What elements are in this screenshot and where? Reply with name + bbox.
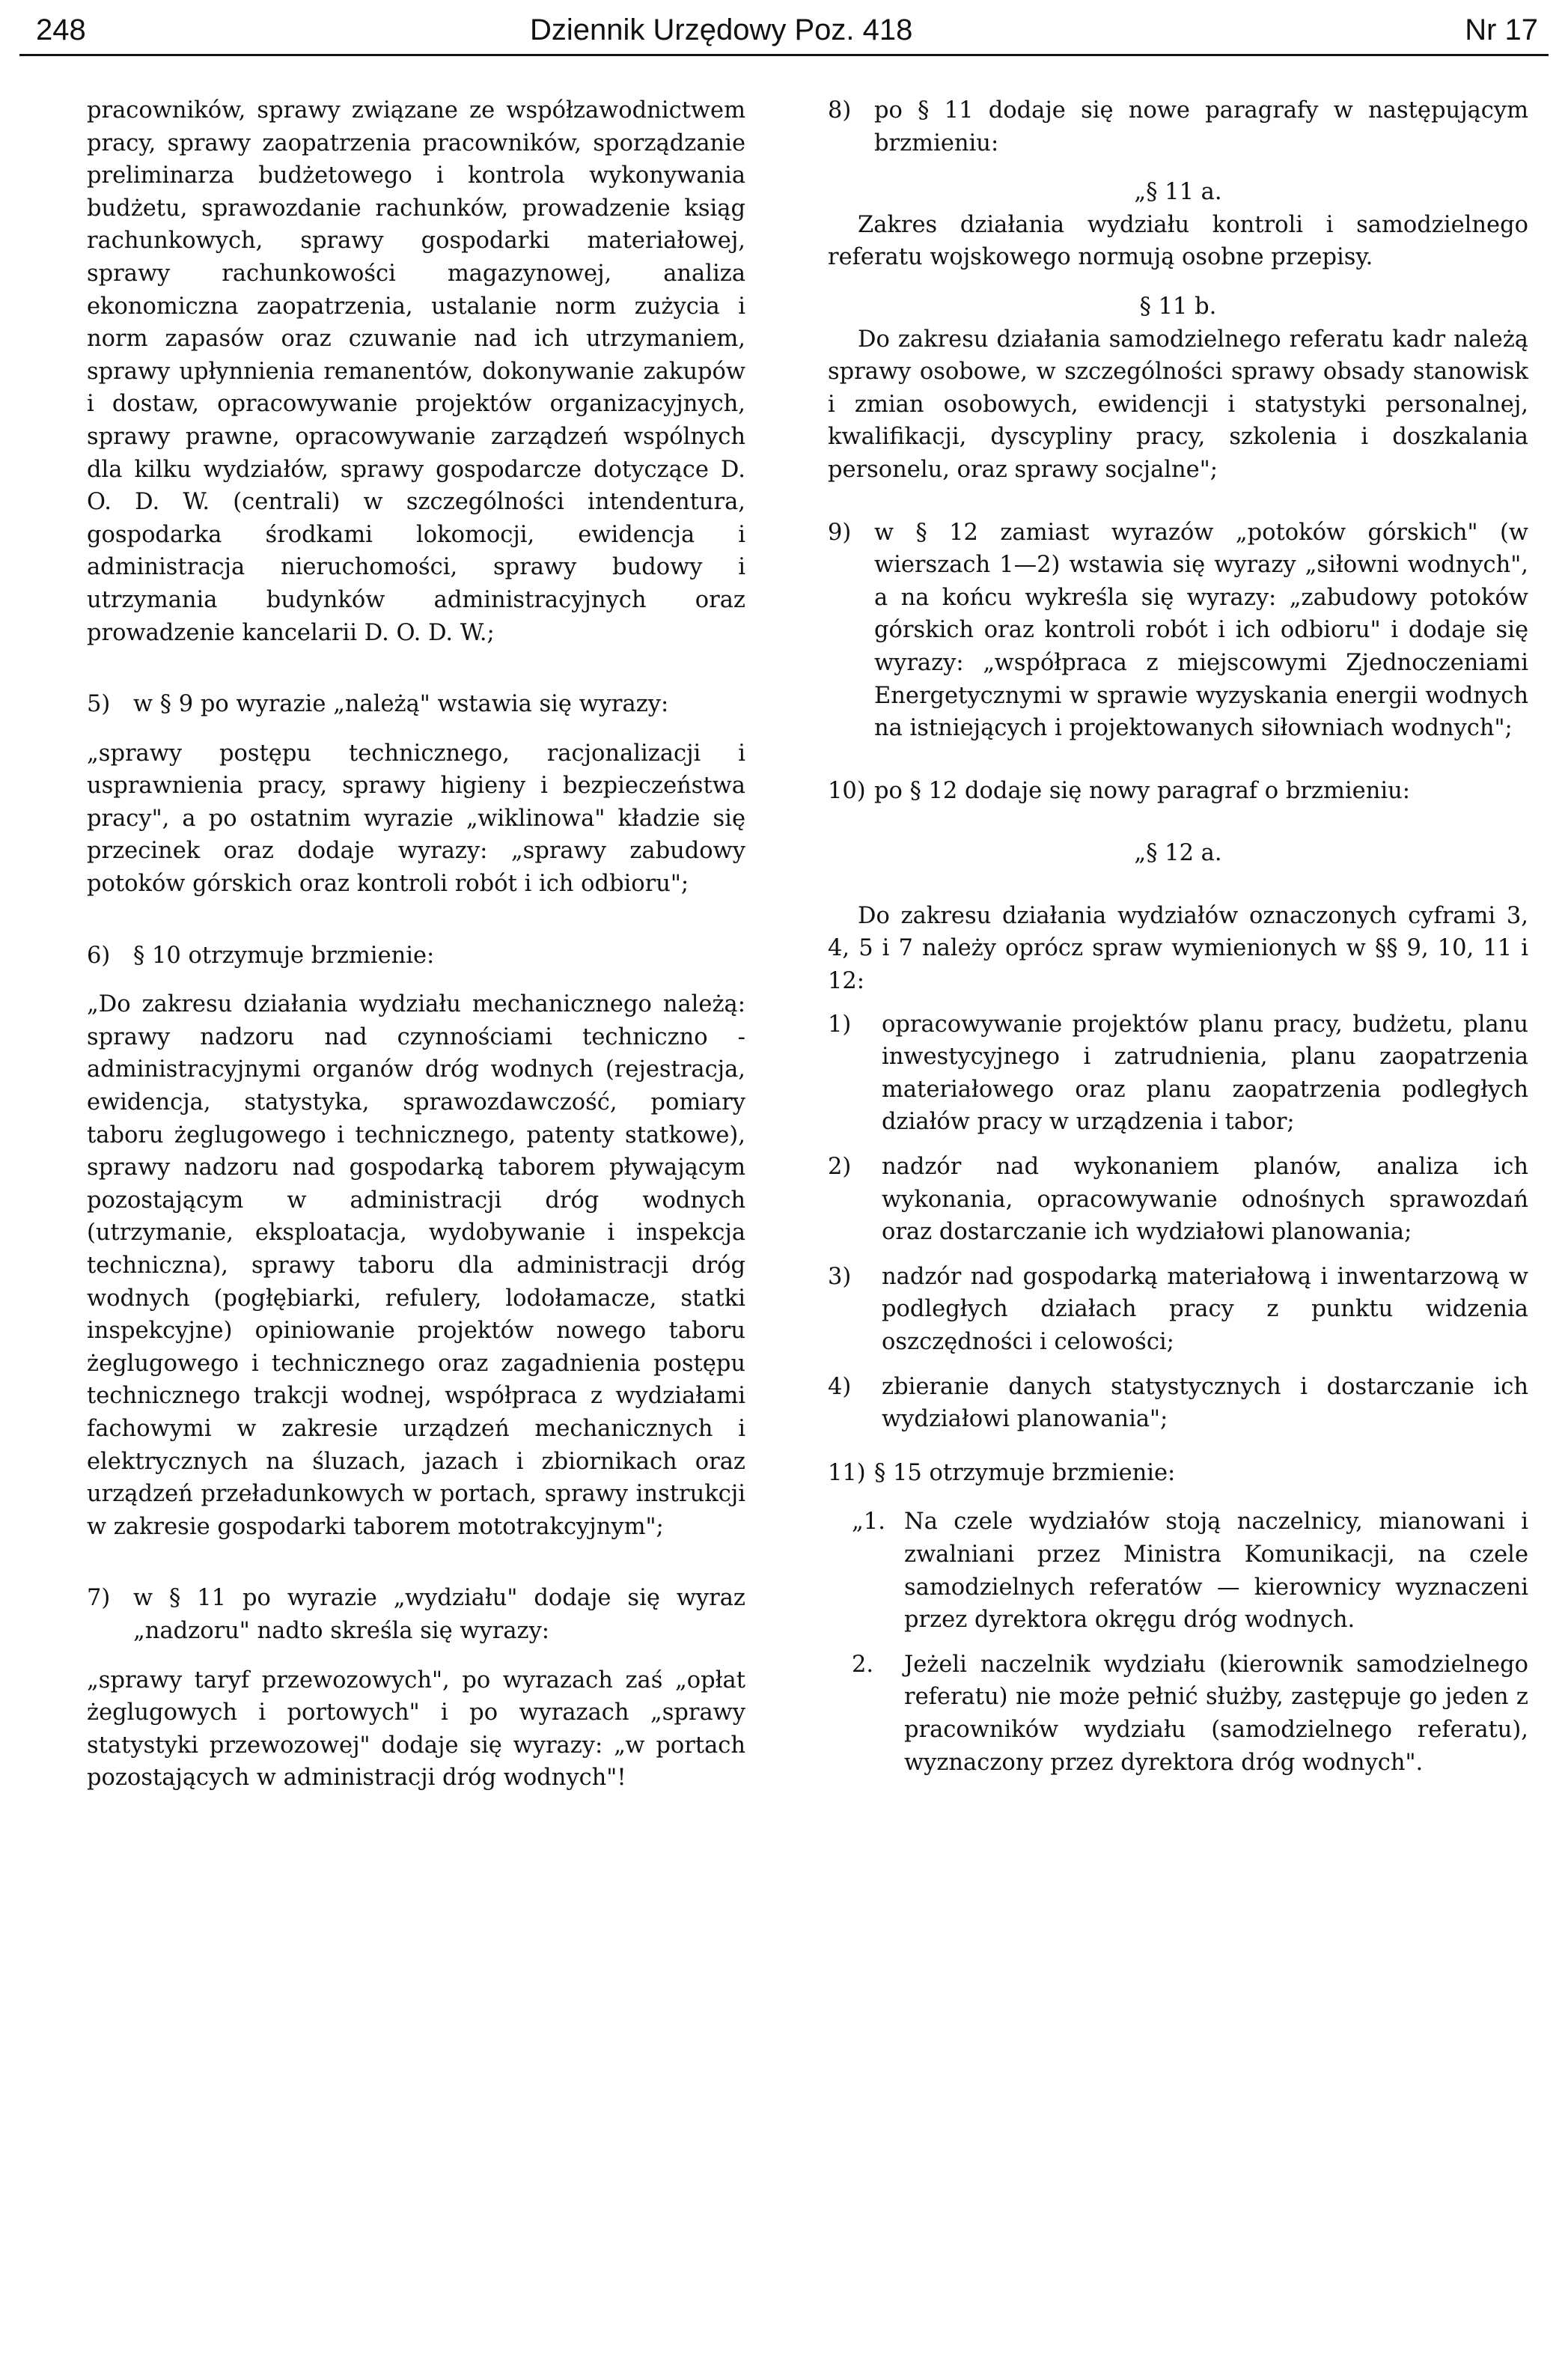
- sub-item-text: nadzór nad wykonaniem planów, analiza ich wykonania, opracowywanie odnośnych sprawozdań oraz dostarczanie ich wydziałowi planowania;: [882, 1154, 1528, 1246]
- item-number: 5): [87, 691, 111, 718]
- sub-item-1: [828, 1008, 1528, 1139]
- paragraph-15-point-2: [828, 1649, 1528, 1779]
- page-number: 248: [36, 13, 86, 46]
- sub-item-text: nadzór nad gospodarką materiałową i inwentarzową w podległych działach pracy z punktu widzenia oszczędności i celowości;: [882, 1263, 1528, 1355]
- item-number: 11): [828, 1459, 866, 1486]
- paragraph-11b-text: Do zakresu działania samodzielnego referatu kadr należą sprawy osobowe, w szczególności sprawy obsady stanowisk i zmian osobowych, ewidencji i statystyki personalnej, kwalifikacji, dyscypliny pracy, szkolenia i doszkalania personelu, oraz sprawy socjalne";: [828, 326, 1528, 483]
- left-column: [87, 94, 745, 1795]
- item-text: w § 9 po wyrazie „należą" wstawia się wyrazy:: [133, 691, 669, 718]
- item-number: 9): [828, 519, 852, 546]
- item-text: po § 12 dodaje się nowy paragraf o brzmieniu:: [874, 777, 1411, 804]
- paragraph-15-point-1: [828, 1506, 1528, 1636]
- point-text: Na czele wydziałów stoją naczelnicy, mianowani i zwalniani przez Ministra Komunikacji, na czele samodzielnych referatów — kierownicy wyznaczeni przez dyrektora okręgu dróg wodnych.: [904, 1509, 1528, 1634]
- right-column: [828, 94, 1528, 1779]
- sub-item-text: zbieranie danych statystycznych i dostarczanie ich wydziałowi planowania";: [882, 1373, 1528, 1433]
- item-5-quote: „sprawy postępu technicznego, racjonalizacji i usprawnienia pracy, sprawy higieny i bezpieczeństwa pracy", a po ostatnim wyrazie „wiklinowa" kładzie się przecinek oraz dodaje wyrazy: „sprawy zabudowy potoków górskich oraz kontroli robót i ich odbioru";: [87, 740, 745, 898]
- paragraph-12a-title: „§ 12 a.: [1134, 840, 1222, 867]
- amendment-item-10: [828, 775, 1528, 808]
- item-text: w § 12 zamiast wyrazów „potoków górskich" (w wierszach 1—2) wstawia się wyrazy „siłowni wodnych", a na końcu wykreśla się wyrazy: „zabudowy potoków górskich oraz kontroli robót i ich odbioru" i dodaje się wyrazy: „współpraca z miejscowymi Zjednoczeniami Energetycznymi w sprawie wyzyskania energii wodnych na istniejących i projektowanych siłowniach wodnych";: [874, 519, 1528, 742]
- paragraph-11b-title: § 11 b.: [1139, 293, 1217, 320]
- paragraph-12a-text: Do zakresu działania wydziałów oznaczonych cyframi 3, 4, 5 i 7 należy oprócz spraw wymienionych w §§ 9, 10, 11 i 12:: [828, 902, 1528, 995]
- continued-paragraph: pracowników, sprawy związane ze współzawodnictwem pracy, sprawy zaopatrzenia pracowników, sporządzanie preliminarza budżetowego i kontrola wykonywania budżetu, sprawozdanie rachunków, prowadzenie ksiąg rachunkowych, sprawy gospodarki materiałowej, sprawy rachunkowości magazynowej, analiza ekonomiczna zaopatrzenia, ustalanie norm zużycia i norm zapasów oraz czuwanie nad ich utrzymaniem, sprawy upłynnienia remanentów, dokonywanie zakupów i dostaw, opracowywanie projektów organizacyjnych, sprawy prawne, opracowywanie zarządzeń wspólnych dla kilku wydziałów, sprawy gospodarcze dotyczące D. O. D. W. (centrali) w szczególności intendentura, gospodarka środkami lokomocji, ewidencja i administracja nieruchomości, sprawy budowy i utrzymania budynków administracyjnych oraz prowadzenie kancelarii D. O. D. W.;: [87, 97, 745, 646]
- publication-title: Dziennik Urzędowy Poz. 418: [530, 13, 913, 46]
- sub-item-3: [828, 1261, 1528, 1359]
- sub-item-2: [828, 1151, 1528, 1249]
- amendment-item-11: [828, 1457, 1528, 1490]
- item-number: 8): [828, 97, 852, 124]
- sub-item-number: 4): [828, 1373, 852, 1400]
- item-text: § 10 otrzymuje brzmienie:: [133, 942, 435, 969]
- item-number: 10): [828, 777, 866, 804]
- point-number: 2.: [852, 1651, 874, 1678]
- item-text: w § 11 po wyrazie „wydziału" dodaje się wyraz „nadzoru" nadto skreśla się wyrazy:: [133, 1585, 745, 1644]
- amendment-item-8: [828, 94, 1528, 159]
- item-text: po § 11 dodaje się nowe paragrafy w następującym brzmieniu:: [874, 97, 1528, 156]
- item-7-quote: „sprawy taryf przewozowych", po wyrazach zaś „opłat żeglugowych i portowych" i po wyrazach „sprawy statystyki przewozowej" dodaje się wyrazy: „w portach pozostających w administracji dróg wodnych"!: [87, 1667, 745, 1792]
- item-text: § 15 otrzymuje brzmienie:: [874, 1459, 1176, 1486]
- issue-number: Nr 17: [1465, 13, 1538, 46]
- paragraph-11a-text: Zakres działania wydziału kontroli i samodzielnego referatu wojskowego normują osobne przepisy.: [828, 211, 1528, 271]
- amendment-item-9: [828, 517, 1528, 745]
- item-number: 6): [87, 942, 111, 969]
- page-header: [19, 10, 1549, 56]
- sub-item-text: opracowywanie projektów planu pracy, budżetu, planu inwestycyjnego i zatrudnienia, planu zaopatrzenia materiałowego oraz planu zaopatrzenia podległych działów pracy w urządzenia i tabor;: [882, 1011, 1528, 1136]
- sub-item-number: 3): [828, 1263, 852, 1290]
- sub-item-number: 2): [828, 1154, 852, 1181]
- point-number: „1.: [852, 1509, 885, 1536]
- item-number: 7): [87, 1585, 111, 1612]
- paragraph-11a-title: „§ 11 a.: [1134, 179, 1222, 206]
- item-6-quote: „Do zakresu działania wydziału mechanicznego należą: sprawy nadzoru nad czynnościami techniczno - administracyjnymi organów dróg wodnych (rejestracja, ewidencja, statystyka, sprawozdawczość, pomiary taboru żeglugowego i technicznego, patenty statkowe), sprawy nadzoru nad gospodarką taborem pływającym pozostającym w administracji dróg wodnych (utrzymanie, eksploatacja, wydobywanie i inspekcja techniczna), sprawy taboru dla administracji dróg wodnych (pogłębiarki, refulery, lodołamacze, statki inspekcyjne) opiniowanie projektów nowego taboru żeglugowego i technicznego oraz zagadnienia postępu technicznego trakcji wodnej, współpraca z wydziałami fachowymi w zakresie urządzeń mechanicznych i elektrycznych na śluzach, jazach i zbiornikach oraz urządzeń przeładunkowych w portach, sprawy instrukcji w zakresie gospodarki taborem mototrakcyjnym";: [87, 991, 745, 1540]
- amendment-item-6: [87, 940, 745, 973]
- point-text: Jeżeli naczelnik wydziału (kierownik samodzielnego referatu) nie może pełnić służby, zastępuje go jeden z pracowników wydziału (samodzielnego referatu), wyznaczony przez dyrektora dróg wodnych".: [904, 1651, 1528, 1776]
- sub-item-number: 1): [828, 1011, 852, 1038]
- amendment-item-7: [87, 1582, 745, 1647]
- amendment-item-5: [87, 688, 745, 721]
- sub-item-4: [828, 1371, 1528, 1436]
